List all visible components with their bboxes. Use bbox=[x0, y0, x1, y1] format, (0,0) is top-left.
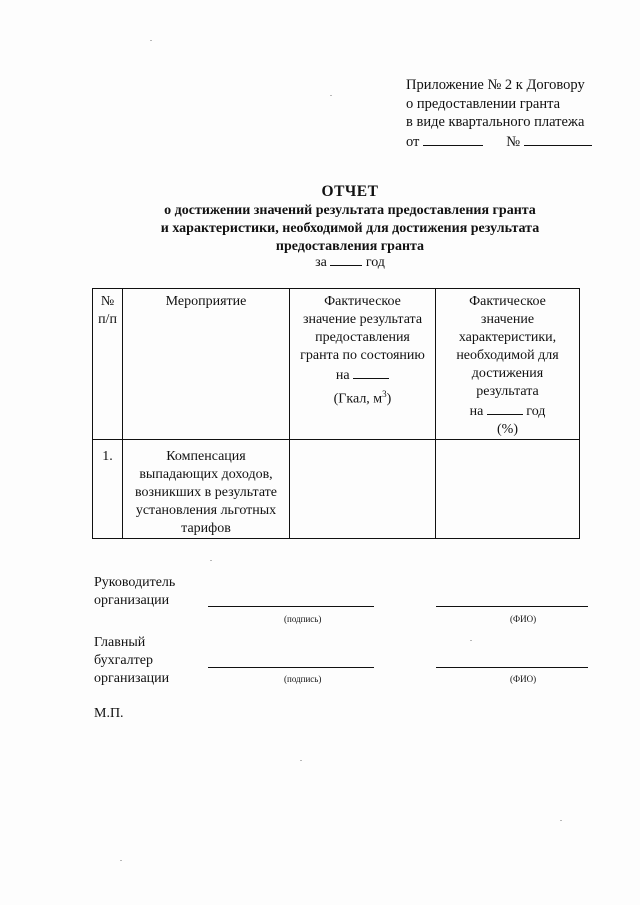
head-signature-line[interactable] bbox=[208, 606, 374, 607]
scan-speck bbox=[120, 860, 122, 861]
header-result-line: значение результата bbox=[302, 312, 423, 327]
accountant-signature-line[interactable] bbox=[208, 667, 374, 668]
report-title-block bbox=[60, 182, 640, 256]
scan-speck bbox=[470, 640, 472, 641]
head-name-line[interactable] bbox=[436, 606, 588, 607]
char-year-blank bbox=[487, 401, 523, 415]
table-header-row bbox=[93, 289, 580, 440]
scan-speck bbox=[210, 560, 212, 561]
appendix-line: Приложение № 2 к Договору bbox=[406, 77, 585, 93]
header-char-line: Фактическое bbox=[469, 294, 546, 309]
header-char-line: результата bbox=[476, 384, 539, 399]
number-blank bbox=[524, 132, 592, 146]
appendix-header bbox=[406, 76, 592, 151]
header-event-label: Мероприятие bbox=[165, 294, 247, 309]
report-table bbox=[92, 288, 580, 539]
header-char-line: характеристики, bbox=[458, 330, 557, 345]
appendix-date-number-line bbox=[406, 132, 592, 152]
row-event-line: выпадающих доходов, bbox=[139, 467, 273, 482]
header-char-year-line: на год bbox=[436, 401, 579, 421]
year-prefix: за bbox=[315, 255, 327, 270]
year-blank bbox=[330, 252, 362, 266]
header-result-line: предоставления bbox=[315, 330, 410, 345]
year-suffix: год bbox=[365, 255, 385, 270]
accountant-label: Главный бухгалтер организации bbox=[94, 635, 170, 686]
accountant-name-caption: (ФИО) bbox=[510, 674, 537, 684]
head-name-caption: (ФИО) bbox=[510, 614, 537, 624]
header-char-line: значение bbox=[480, 312, 535, 327]
header-char-line: достижения bbox=[471, 366, 544, 381]
number-label: № bbox=[506, 133, 521, 150]
row-event-line: тарифов bbox=[181, 521, 231, 536]
from-label: от bbox=[406, 133, 420, 150]
header-result bbox=[290, 289, 436, 440]
header-num-line: п/п bbox=[98, 312, 117, 327]
scan-speck bbox=[150, 40, 152, 41]
row-num: 1. bbox=[93, 440, 123, 539]
appendix-line: о предоставлении гранта bbox=[406, 95, 561, 112]
row-event bbox=[123, 440, 290, 539]
scan-speck bbox=[330, 95, 332, 96]
head-signature-caption: (подпись) bbox=[284, 614, 322, 624]
scan-speck bbox=[300, 760, 302, 761]
header-result-date-line bbox=[290, 365, 435, 385]
row-event-line: Компенсация bbox=[166, 449, 246, 464]
row-event-line: возникших в результате bbox=[134, 485, 278, 500]
report-subtitle-line: и характеристики, необходимой для достижения результата bbox=[160, 221, 540, 236]
row-result-value[interactable] bbox=[290, 440, 436, 539]
header-char-line: необходимой для bbox=[456, 348, 559, 363]
header-characteristic bbox=[436, 289, 580, 440]
header-event bbox=[123, 289, 290, 440]
result-date-blank bbox=[353, 365, 389, 379]
appendix-line: в виде квартального платежа bbox=[406, 114, 585, 130]
stamp-placeholder: М.П. bbox=[94, 706, 124, 721]
date-blank bbox=[423, 132, 483, 146]
report-year-line bbox=[60, 252, 640, 271]
header-num bbox=[93, 289, 123, 440]
header-num-line: № bbox=[100, 294, 115, 309]
accountant-name-line[interactable] bbox=[436, 667, 588, 668]
header-result-line: Фактическое bbox=[324, 294, 401, 309]
report-subtitle-line: о достижении значений результата предоставления гранта bbox=[164, 203, 536, 218]
report-subtitle-line: предоставления гранта bbox=[275, 239, 425, 254]
table-row bbox=[93, 440, 580, 539]
head-label: Руководитель организации bbox=[94, 575, 176, 608]
row-characteristic-value[interactable] bbox=[436, 440, 580, 539]
scan-speck bbox=[560, 820, 562, 821]
row-event-line: установления льготных bbox=[135, 503, 277, 518]
report-title: ОТЧЕТ bbox=[321, 183, 379, 200]
header-char-unit: (%) bbox=[497, 422, 518, 437]
header-result-line: гранта по состоянию bbox=[300, 348, 425, 363]
header-result-na: на bbox=[335, 368, 350, 383]
accountant-signature-caption: (подпись) bbox=[284, 674, 322, 684]
header-result-unit: (Гкал, $м^3$) bbox=[333, 389, 392, 407]
